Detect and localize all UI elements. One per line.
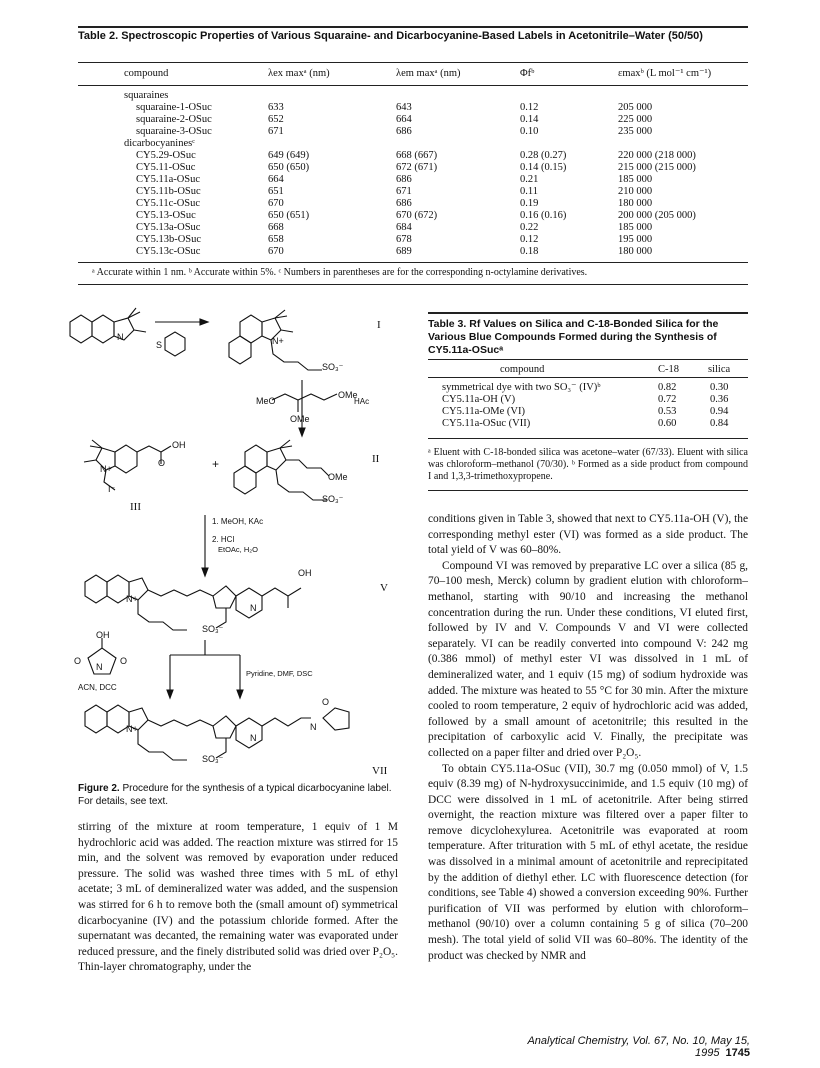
table2-cell: 670 (672) (396, 210, 438, 221)
scheme-label: I⁻ (108, 484, 116, 494)
scheme-label: OMe (328, 472, 348, 482)
table3-header-rule-top (428, 359, 748, 360)
table2-cell: 0.12 (520, 234, 539, 245)
table3-caption: Table 3. Rf Values on Silica and C-18-Bonded Silica for the Various Blue Compounds Formed during the Synthesis of CY5.11a-OSucᵃ (428, 318, 719, 356)
compound-label-III: III (130, 501, 141, 513)
scheme-label: SO₃⁻ (322, 494, 344, 504)
table2-cell: 670 (268, 198, 284, 209)
table2-cell: squaraine-3-OSuc (136, 126, 212, 137)
table2-end-rule (78, 284, 748, 285)
scheme-label: OH (96, 630, 110, 640)
table2-cell: 0.12 (520, 102, 539, 113)
compound-label-II: II (372, 453, 380, 465)
table2-cell: 664 (268, 174, 284, 185)
table2-cell: 651 (268, 186, 284, 197)
table2-cell: 684 (396, 222, 412, 233)
compound-label-V: V (380, 582, 388, 594)
table2-cell: CY5.13b-OSuc (136, 234, 202, 245)
table3-cell: CY5.11a-OMe (VI) (442, 406, 526, 417)
scheme-label: SO₃⁻ (322, 362, 344, 372)
table2-cell: 686 (396, 126, 412, 137)
table3-top-rule (428, 312, 748, 314)
body-text-left: stirring of the mixture at room temperature, 1 equiv of 1 M hydrochloric acid was added. The reaction mixture was stirred for 15 min, and the solvent was removed by evaporation under reduced pressure. The solid was washed three times with 5 mL of ethyl acetate; 3 mL of demineralized water was added, and the suspension was stirred for 6 h to remove both the (small amount of) symmetrical dicarbocyanine (IV) and the potassium chloride formed. After the supernatant was decanted, the remaining water was evaporated under reduced pressure, and the finely distributed solid was dried over P₂O₅. Thin-layer chromatography, under the (78, 821, 398, 974)
table2-row (78, 210, 748, 222)
table2-cell: 668 (268, 222, 284, 233)
table2-header: λex maxᵃ (nm) (268, 68, 330, 79)
table2-cell: 220 000 (218 000) (618, 150, 696, 161)
table2-header: compound (124, 68, 169, 79)
table3-row (428, 394, 748, 406)
table2-cell: 225 000 (618, 114, 653, 125)
scheme-label: S (156, 340, 163, 350)
table2-header: λem maxᵃ (nm) (396, 68, 461, 79)
scheme-plus: + (212, 457, 220, 471)
table2-row (78, 102, 748, 114)
table2-cell: squaraines (124, 90, 169, 101)
reagent-pyridine-dmf-dsc: Pyridine, DMF, DSC (246, 669, 313, 678)
table2-cell: 670 (268, 246, 284, 257)
table3-cell: 0.82 (658, 382, 677, 393)
scheme-label: N (117, 332, 124, 342)
scheme-label: O (322, 697, 330, 707)
scheme-label: O (120, 656, 128, 666)
table2-cell: 0.21 (520, 174, 539, 185)
table3-header-row (428, 364, 748, 377)
table2-footnote: ᵃ Accurate within 1 nm. ᵇ Accurate within 5%. ᶜ Numbers in parentheses are for the corresponding n-octylamine derivatives. (92, 267, 588, 278)
table2-cell: 672 (671) (396, 162, 438, 173)
table2-cell: squaraine-1-OSuc (136, 102, 212, 113)
table3-cell: 0.30 (710, 382, 729, 393)
reagent-step1: 1. MeOH, KAc (212, 517, 264, 526)
table2-row (78, 150, 748, 162)
table2-header-rule-top (78, 62, 748, 63)
reagent-step2-solvent: EtOAc, H₂O (218, 545, 259, 554)
page-footer (500, 1035, 750, 1059)
table2-row (78, 114, 748, 126)
table2-cell: CY5.11a-OSuc (136, 174, 201, 185)
page-number: 1745 (725, 1047, 750, 1059)
table3-cell: CY5.11a-OSuc (VII) (442, 418, 531, 429)
table2-cell: 649 (649) (268, 150, 310, 161)
table2-cell: 652 (268, 114, 284, 125)
table2-cell: 195 000 (618, 234, 653, 245)
table2-header-rule-bottom (78, 85, 748, 86)
scheme-label: SO₃⁻ (202, 754, 224, 764)
scheme-label: N (96, 662, 103, 672)
table2-cell: 664 (396, 114, 412, 125)
table3-end-rule (428, 490, 748, 491)
table3-cell: 0.94 (710, 406, 729, 417)
table2-cell: CY5.13c-OSuc (136, 246, 201, 257)
body-text-right (428, 512, 748, 964)
table2-cell: 0.22 (520, 222, 539, 233)
table3-bottom-rule (428, 438, 748, 439)
scheme-label: O (74, 656, 82, 666)
table2-cell: 0.28 (0.27) (520, 150, 567, 161)
table2-bottom-rule (78, 262, 748, 263)
scheme-label: OMe (290, 414, 310, 424)
table2-cell: 671 (396, 186, 412, 197)
reagent-step2: 2. HCl (212, 535, 235, 544)
table2-cell: 185 000 (618, 174, 653, 185)
scheme-label: OH (172, 440, 186, 450)
table2-cell: 689 (396, 246, 412, 257)
table3-header: silica (708, 364, 731, 375)
table2-row (78, 138, 748, 150)
table2-cell: 658 (268, 234, 284, 245)
table3-cell: symmetrical dye with two SO₃⁻ (IV)ᵇ (442, 382, 601, 393)
table2-cell: 633 (268, 102, 284, 113)
table2-cell: 0.16 (0.16) (520, 210, 567, 221)
table2-cell: 678 (396, 234, 412, 245)
table2-header-row (78, 68, 748, 80)
table2-cell: 215 000 (215 000) (618, 162, 696, 173)
figure2-caption (78, 782, 398, 808)
scheme-label: N (250, 733, 257, 743)
table2-cell: 650 (650) (268, 162, 310, 173)
reagent-hac: HAc (354, 397, 370, 406)
table2-row (78, 162, 748, 174)
table2-cell: 235 000 (618, 126, 653, 137)
table2-cell: 668 (667) (396, 150, 438, 161)
scheme-label: O (158, 458, 166, 468)
table2-cell: 180 000 (618, 198, 653, 209)
scheme-label: N+ (272, 336, 284, 346)
table2-cell: CY5.13-OSuc (136, 210, 196, 221)
table3-header-rule-bottom (428, 377, 748, 378)
scheme-label: N+ (126, 724, 138, 734)
table2-cell: 200 000 (205 000) (618, 210, 696, 221)
table2-row (78, 90, 748, 102)
table3-row (428, 382, 748, 394)
scheme-label: N (250, 603, 257, 613)
table3-cell: 0.84 (710, 418, 729, 429)
compound-label-VII: VII (372, 765, 388, 775)
scheme-label: OMe (338, 390, 358, 400)
table3-cell: CY5.11a-OH (V) (442, 394, 516, 405)
table2-cell: CY5.11b-OSuc (136, 186, 201, 197)
indolenine-structure (70, 308, 146, 343)
table2-header: εmaxᵇ (L mol⁻¹ cm⁻¹) (618, 68, 712, 79)
table2-cell: squaraine-2-OSuc (136, 114, 212, 125)
table2-cell: 0.11 (520, 186, 538, 197)
table3-cell: 0.60 (658, 418, 677, 429)
table2-cell: CY5.11c-OSuc (136, 198, 201, 209)
scheme-label: MeO (256, 396, 276, 406)
synthesis-scheme (60, 300, 400, 775)
figure2-label: Figure 2. (78, 783, 120, 794)
scheme-label: N+ (100, 464, 112, 474)
table2-cell: 671 (268, 126, 284, 137)
table2-cell: 185 000 (618, 222, 653, 233)
table2-cell: CY5.29-OSuc (136, 150, 196, 161)
table2-top-rule (78, 26, 748, 28)
table3-footnote: ᵃ Eluent with C-18-bonded silica was acetone–water (67/33). Eluent with silica was chloroform–methanol (70/30). ᵇ Formed as a side product from compound I and 1,3,3-trimethoxypropene. (428, 447, 748, 482)
table2-cell: 0.18 (520, 246, 539, 257)
table2-row (78, 186, 748, 198)
scheme-label: SO₃⁻ (202, 624, 224, 634)
paragraph: Compound VI was removed by preparative LC over a silica (85 g, 70–100 mesh, Merck) column by gradient elution with chloroform–methanol, starting with 90/10 and increasing the methanol concentration during the run. Under these conditions, VI eluted first, followed by IV and V. Compounds V and VI were collected separately. VI can be readily converted into compound V: 242 mg (0.386 mmol) of methyl ester VI was dissolved in 1 mL of demineralized water, and 1 equiv (15 mg) of sodium hydroxide was added. The mixture was heated to 55 °C for 30 min. After the mixture cooled to room temperature, 2 equiv of hydrochloric acid was added, followed by a small amount of acetonitrile; this resulted in the precipitation of carboxylic acid V. Finally, the precipitate was collected on a paper filter and dried over P₂O₅. (428, 559, 748, 759)
table3-cell: 0.53 (658, 406, 677, 417)
figure2-caption-text: Procedure for the synthesis of a typical dicarbocyanine label. For details, see text. (78, 783, 392, 807)
paragraph: conditions given in Table 3, showed that next to CY5.11a-OH (V), the corresponding methyl ester (VI) was formed as a side product. The total yield of V was 60–80%. (428, 513, 748, 557)
paragraph: To obtain CY5.11a-OSuc (VII), 30.7 mg (0.050 mmol) of V, 1.5 equiv (8.39 mg) of N-hydroxysuccinimide, and 1.5 equiv (10 mg) of DCC were dissolved in 1 mL of acetonitrile. After being stirred overnight, the reaction mixture was filtered over a paper filter to remove dicyclohexylurea. Acetonitrile was evaporated at room temperature. After trituration with 5 mL of ethyl acetate, the residue was dissolved in a minimal amount of acetonitrile and reprecipitated by the addition of diethyl ether. LC with fluorescence detection (for conditions, see Table 4) showed a conversion exceeding 90%. Further purification of VII was performed by elution with chloroform–methanol (90/10) over a column containing 5 g of silica (70–200 mesh). The total yield of solid VII was 60–80%. The identity of the product was checked by NMR and (428, 762, 748, 962)
table2-caption: Table 2. Spectroscopic Properties of Various Squaraine- and Dicarbocyanine-Based Labels in Acetonitrile–Water (50/50) (78, 30, 703, 42)
table2-row (78, 222, 748, 234)
table2-cell: 0.14 (0.15) (520, 162, 567, 173)
table2-row (78, 246, 748, 258)
table3-header: compound (500, 364, 545, 375)
table2-header: Φfᵇ (520, 68, 535, 79)
table2-row (78, 174, 748, 186)
scheme-label: N (310, 722, 317, 732)
table2-cell: 686 (396, 198, 412, 209)
table2-cell: 205 000 (618, 102, 653, 113)
table2-cell: 0.19 (520, 198, 539, 209)
reagent-acn-dcc: ACN, DCC (78, 683, 117, 692)
scheme-label: OH (298, 568, 312, 578)
table2-cell: 210 000 (618, 186, 653, 197)
table2-row (78, 126, 748, 138)
table2-cell: CY5.13a-OSuc (136, 222, 201, 233)
table3-cell: 0.72 (658, 394, 677, 405)
table2-cell: 686 (396, 174, 412, 185)
journal-citation: Analytical Chemistry, Vol. 67, No. 10, May 15, 1995 (527, 1035, 750, 1059)
table2-cell: 0.14 (520, 114, 539, 125)
table3-header: C-18 (658, 364, 679, 375)
table2-cell: 180 000 (618, 246, 653, 257)
table2-cell: CY5.11-OSuc (136, 162, 196, 173)
table2-row (78, 234, 748, 246)
compound-label-I: I (377, 319, 381, 331)
scheme-label: N+ (126, 594, 138, 604)
table2-cell: 650 (651) (268, 210, 310, 221)
table2-cell: dicarbocyaninesᶜ (124, 138, 195, 149)
table3-row (428, 406, 748, 418)
table2-cell: 643 (396, 102, 412, 113)
table3-row (428, 418, 748, 430)
table3-cell: 0.36 (710, 394, 729, 405)
table2-row (78, 198, 748, 210)
table2-cell: 0.10 (520, 126, 539, 137)
